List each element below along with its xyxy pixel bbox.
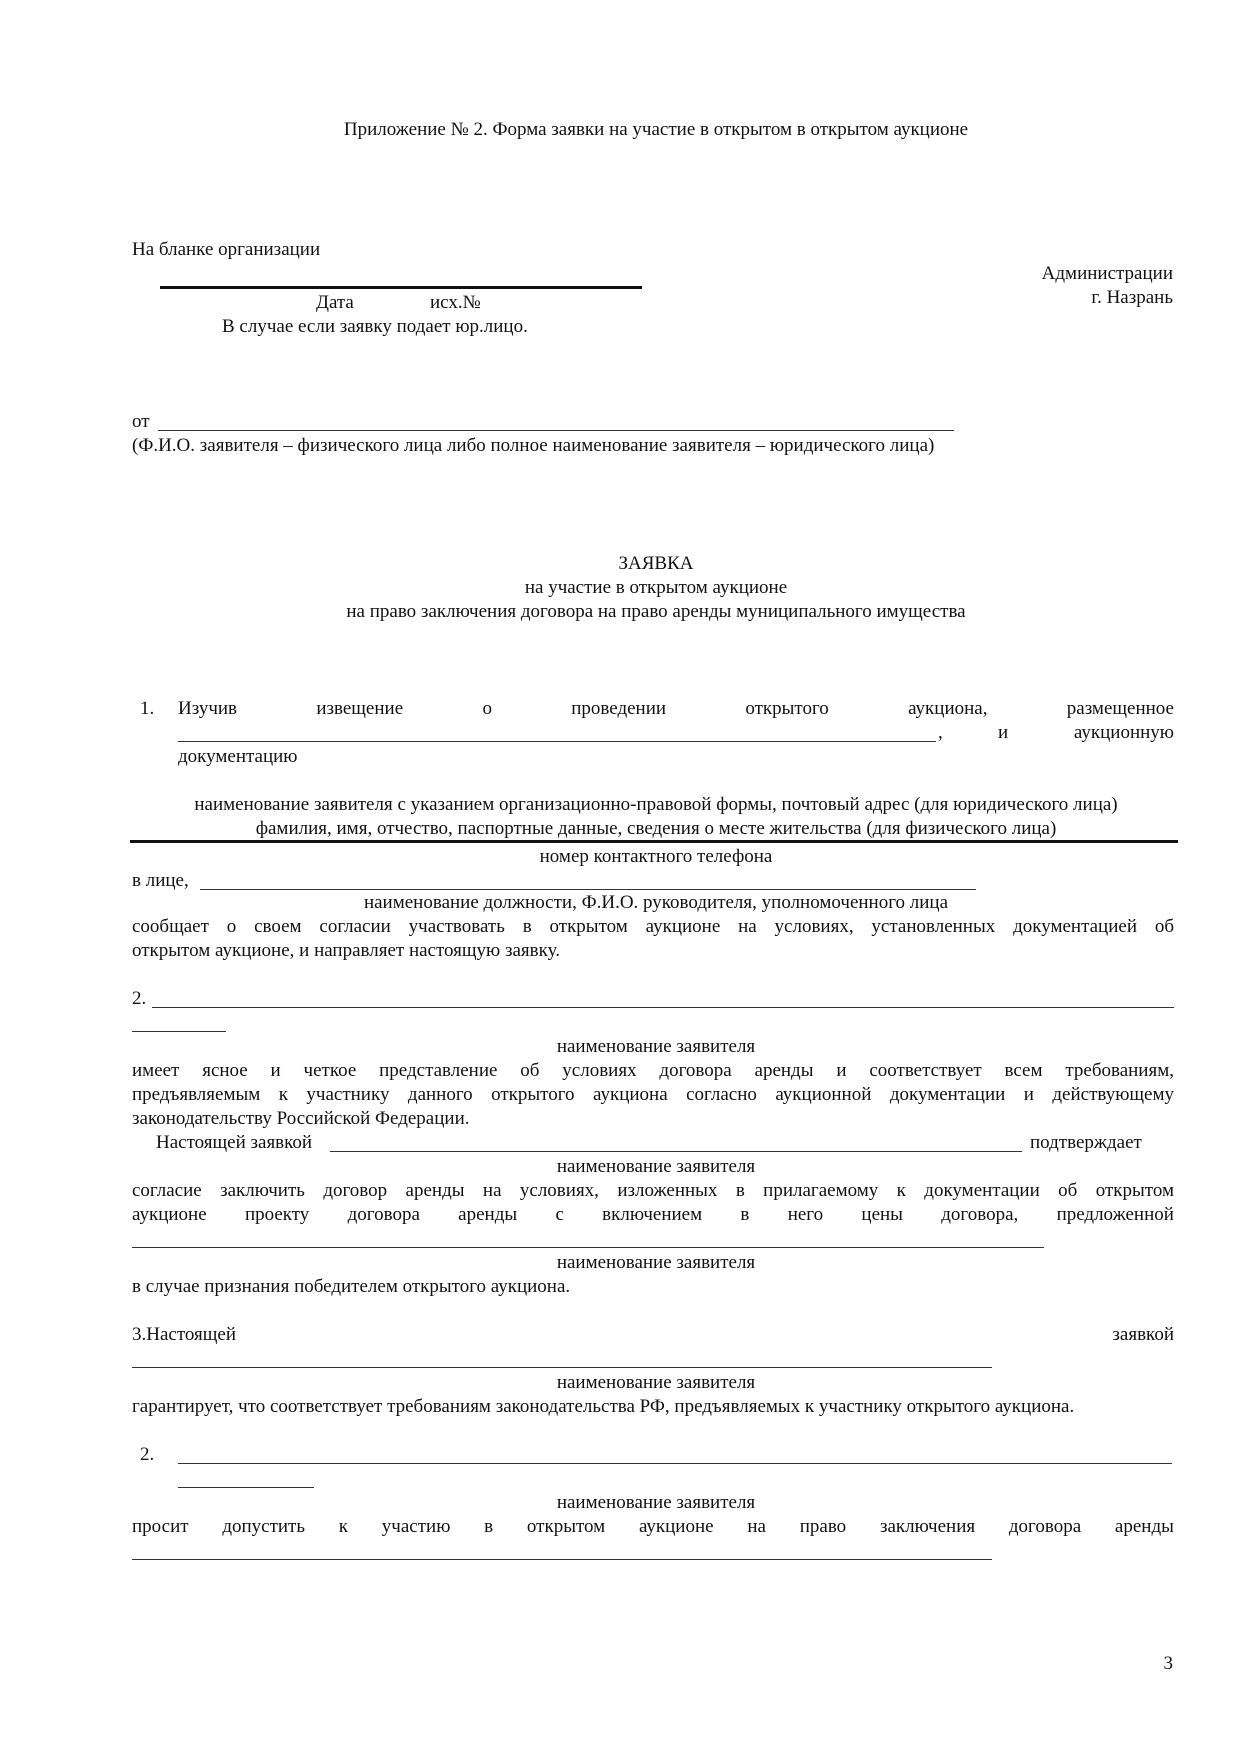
applicant-hint-1: наименование заявителя с указанием организационно-правовой формы, почтовый адрес (для юридического лица) bbox=[194, 794, 1118, 815]
section-4-text bbox=[132, 1515, 1174, 1539]
section-2-hint: наименование заявителя bbox=[556, 1036, 756, 1057]
section-4-word: открытом bbox=[526, 1516, 606, 1537]
section-1-word: открытого bbox=[745, 698, 829, 719]
section-1-word: аукциона, bbox=[908, 698, 988, 719]
section-3-text: гарантирует, что соответствует требованиям законодательства РФ, предъявляемых к участнику открытого аукциона. bbox=[132, 1396, 1075, 1417]
agree-text-1: согласие заключить договор аренды на условиях, изложенных в прилагаемому к документации об открытом bbox=[132, 1180, 1174, 1201]
section-4-field-line-continued[interactable] bbox=[178, 1487, 314, 1488]
letterhead-label: На бланке организации bbox=[132, 239, 321, 260]
letterhead-note: В случае если заявку подает юр.лицо. bbox=[222, 316, 528, 337]
section-3-start: 3.Настоящей bbox=[132, 1324, 236, 1345]
section-2-field-line-continued[interactable] bbox=[132, 1031, 226, 1032]
section-1-number: 1. bbox=[140, 698, 155, 719]
section-1-word: о bbox=[482, 698, 492, 719]
section-1-line-1 bbox=[178, 697, 1174, 721]
confirm-field-line[interactable] bbox=[330, 1151, 1022, 1152]
applicant-hint-2: фамилия, имя, отчество, паспортные данные, сведения о месте жительства (для физического лица) bbox=[255, 818, 1057, 839]
section-1-line-3: документацию bbox=[178, 746, 298, 767]
section-1-line-2-end: аукционную bbox=[1073, 722, 1174, 743]
page-number: 3 bbox=[1163, 1653, 1173, 1674]
section-4-word: договора bbox=[1008, 1516, 1082, 1537]
confirm-end: подтверждает bbox=[1030, 1132, 1142, 1153]
section-4-word: заключения bbox=[879, 1516, 976, 1537]
from-field-line[interactable] bbox=[158, 430, 954, 431]
agree-hint: наименование заявителя bbox=[556, 1252, 756, 1273]
section-1-word: Изучив bbox=[178, 698, 238, 719]
agree-word: включением bbox=[602, 1204, 703, 1225]
from-label: от bbox=[132, 411, 150, 432]
appendix-title: Приложение № 2. Форма заявки на участие в открытом в открытом аукционе bbox=[343, 119, 969, 140]
date-label: Дата bbox=[316, 292, 354, 313]
section-3-field-line[interactable] bbox=[132, 1367, 992, 1368]
agree-word: в bbox=[740, 1204, 750, 1225]
section-4-word: аукционе bbox=[638, 1516, 714, 1537]
application-subtitle-2: на право заключения договора на право аренды муниципального имущества bbox=[346, 601, 966, 622]
section-1-word: извещение bbox=[316, 698, 404, 719]
section-4-number: 2. bbox=[140, 1444, 155, 1465]
section-2-text-1: имеет ясное и четкое представление об условиях договора аренды и соответствует всем требованиям, bbox=[132, 1060, 1174, 1081]
section-4-field-line[interactable] bbox=[178, 1463, 1172, 1464]
section-1-and: и bbox=[998, 722, 1009, 743]
applicant-field-line[interactable] bbox=[130, 840, 1178, 843]
section-1-comma: , bbox=[938, 722, 943, 743]
application-subtitle-1: на участие в открытом аукционе bbox=[524, 577, 788, 598]
agree-word: договора bbox=[347, 1204, 420, 1225]
section-3-hint: наименование заявителя bbox=[556, 1372, 756, 1393]
agree-word: с bbox=[555, 1204, 564, 1225]
agree-end: в случае признания победителем открытого аукциона. bbox=[132, 1276, 571, 1297]
agree-field-line[interactable] bbox=[132, 1247, 1044, 1248]
from-hint: (Ф.И.О. заявителя – физического лица либо полное наименование заявителя – юридического лица) bbox=[132, 435, 935, 456]
addressee-line2: г. Назрань bbox=[1091, 287, 1173, 308]
section-4-word: в bbox=[484, 1516, 494, 1537]
application-title: ЗАЯВКА bbox=[618, 553, 694, 574]
section-4-word: просит bbox=[132, 1516, 189, 1537]
in-person-label: в лице, bbox=[132, 870, 189, 891]
section-1-word: размещенное bbox=[1066, 698, 1174, 719]
section-4-word: допустить bbox=[222, 1516, 306, 1537]
section-4-word: на bbox=[747, 1516, 766, 1537]
section-4-hint: наименование заявителя bbox=[556, 1492, 756, 1513]
addressee-line1: Администрации bbox=[1041, 263, 1173, 284]
section-1-text-1: сообщает о своем согласии участвовать в открытом аукционе на условиях, установленных документацией об bbox=[132, 916, 1174, 937]
agree-word: договора, bbox=[941, 1204, 1019, 1225]
section-1-word: проведении bbox=[571, 698, 667, 719]
section-4-admission-field-line[interactable] bbox=[132, 1559, 992, 1560]
in-person-field-line[interactable] bbox=[200, 889, 976, 890]
agree-word: аренды bbox=[458, 1204, 518, 1225]
section-1-text-2: открытом аукционе, и направляет настоящую заявку. bbox=[132, 940, 560, 961]
letterhead-line bbox=[160, 286, 642, 289]
applicant-hint-3: номер контактного телефона bbox=[539, 846, 773, 867]
agree-word: аукционе bbox=[132, 1204, 207, 1225]
section-2-field-line[interactable] bbox=[152, 1007, 1174, 1008]
agree-word: проекту bbox=[244, 1204, 310, 1225]
agree-text-2 bbox=[132, 1203, 1174, 1227]
section-4-word: участию bbox=[381, 1516, 451, 1537]
agree-word: предложенной bbox=[1056, 1204, 1174, 1225]
section-3-end: заявкой bbox=[1112, 1324, 1174, 1345]
section-2-text-2: предъявляемым к участнику данного открытого аукциона согласно аукционной документации и действующему bbox=[132, 1084, 1174, 1105]
section-4-word: аренды bbox=[1114, 1516, 1174, 1537]
confirm-hint: наименование заявителя bbox=[556, 1156, 756, 1177]
in-person-hint: наименование должности, Ф.И.О. руководителя, уполномоченного лица bbox=[363, 892, 949, 913]
agree-word: него bbox=[787, 1204, 824, 1225]
section-2-number: 2. bbox=[132, 988, 147, 1009]
section-4-word: право bbox=[799, 1516, 847, 1537]
confirm-start: Настоящей заявкой bbox=[156, 1132, 313, 1153]
section-2-text-3: законодательству Российской Федерации. bbox=[132, 1108, 470, 1129]
agree-word: цены bbox=[861, 1204, 903, 1225]
section-4-word: к bbox=[338, 1516, 349, 1537]
notice-field-line[interactable] bbox=[178, 741, 936, 742]
ref-number-label: исх.№ bbox=[430, 292, 481, 313]
